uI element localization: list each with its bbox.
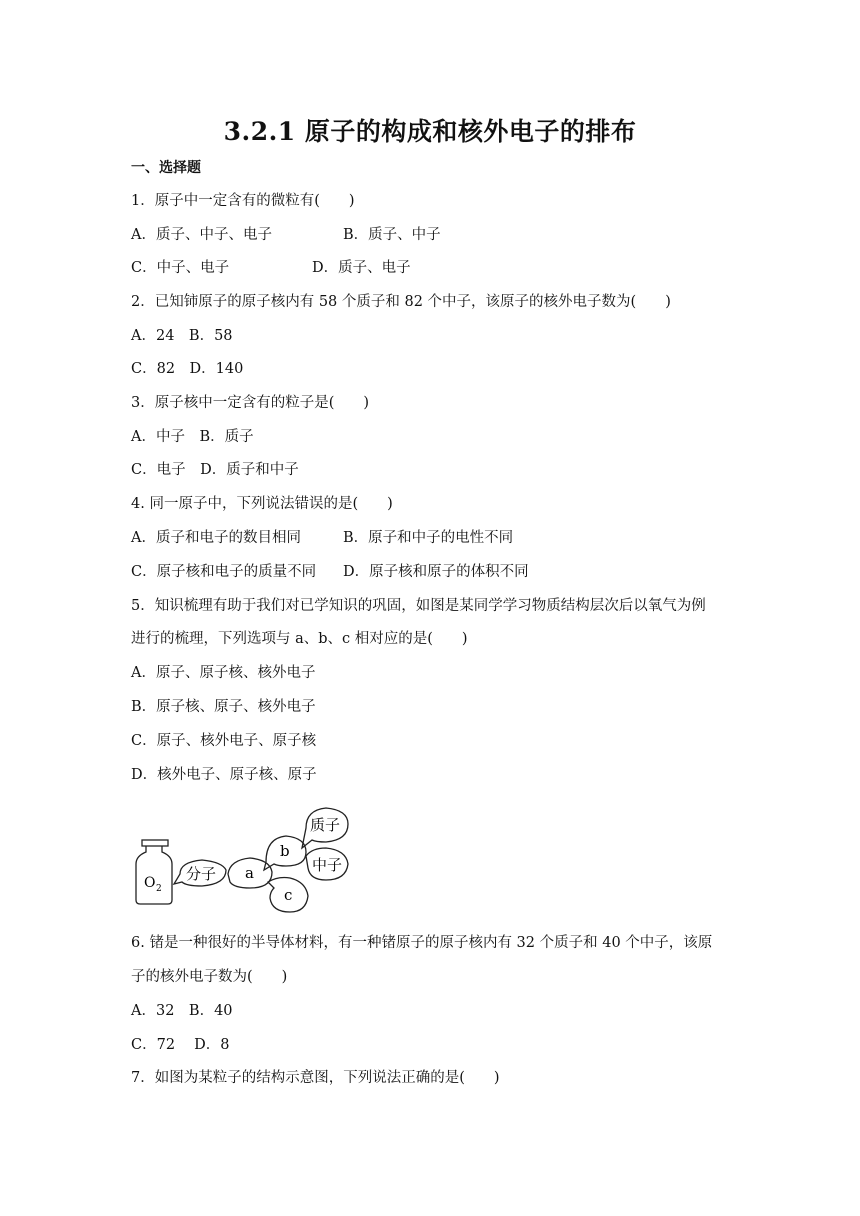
oxygen-bottle-icon: [136, 840, 172, 904]
q3-stem: 3．原子核中一定含有的粒子是( ): [131, 395, 370, 411]
a-label: a: [245, 864, 254, 882]
bottle-label: O: [144, 875, 156, 891]
q5-stem-line2: 进行的梳理，下列选项与 a、b、c 相对应的是( ): [131, 631, 468, 647]
c-label: c: [284, 886, 293, 904]
q5-stem-line1: 5．知识梳理有助于我们对已学知识的巩固，如图是某同学学习物质结构层次后以氧气为例: [131, 598, 706, 614]
q1-option-b: B．质子、中子: [343, 227, 441, 243]
q6-options-cd: C．72 D．8: [131, 1037, 230, 1053]
q1-option-d: D．质子、电子: [312, 260, 411, 276]
q3-options-ab: A．中子 B．质子: [131, 429, 254, 445]
q1-stem: 1．原子中一定含有的微粒有( ): [131, 193, 355, 209]
q6-options-ab: A．32 B．40: [131, 1003, 233, 1019]
q5-option-b: B．原子核、原子、核外电子: [131, 699, 316, 715]
q4-option-a: A．质子和电子的数目相同: [131, 530, 301, 546]
q5-option-a: A．原子、原子核、核外电子: [131, 665, 316, 681]
q2-stem: 2．已知铈原子的原子核内有 58 个质子和 82 个中子，该原子的核外电子数为( ): [131, 294, 671, 310]
q5-option-d: D．核外电子、原子核、原子: [131, 767, 317, 783]
q2-options-ab: A．24 B．58: [131, 328, 233, 344]
q1-option-c: C．中子、电子: [131, 260, 230, 276]
b-label: b: [280, 842, 290, 860]
q4-option-c: C．原子核和电子的质量不同: [131, 564, 317, 580]
q4-option-b: B．原子和中子的电性不同: [343, 530, 514, 546]
q5-option-c: C．原子、核外电子、原子核: [131, 733, 317, 749]
q6-stem-line2: 子的核外电子数为( ): [131, 969, 288, 985]
structure-diagram: [130, 800, 360, 920]
q6-stem-line1: 6. 锗是一种很好的半导体材料，有一种锗原子的原子核内有 32 个质子和 40 个中子，该原: [131, 935, 713, 951]
q4-stem: 4. 同一原子中，下列说法错误的是( ): [131, 496, 393, 512]
neutron-label: 中子: [312, 856, 343, 874]
proton-label: 质子: [310, 816, 341, 834]
bottle-label-subscript: 2: [156, 884, 162, 894]
q2-options-cd: C．82 D．140: [131, 361, 244, 377]
molecule-label: 分子: [186, 865, 217, 883]
q3-options-cd: C．电子 D．质子和中子: [131, 462, 299, 478]
q1-option-a: A．质子、中子、电子: [131, 227, 272, 243]
q4-option-d: D．原子核和原子的体积不同: [343, 564, 529, 580]
page-title: 3.2.1 原子的构成和核外电子的排布: [223, 117, 637, 146]
section-heading: 一、选择题: [131, 160, 201, 176]
q7-stem: 7．如图为某粒子的结构示意图，下列说法正确的是( ): [131, 1070, 500, 1086]
